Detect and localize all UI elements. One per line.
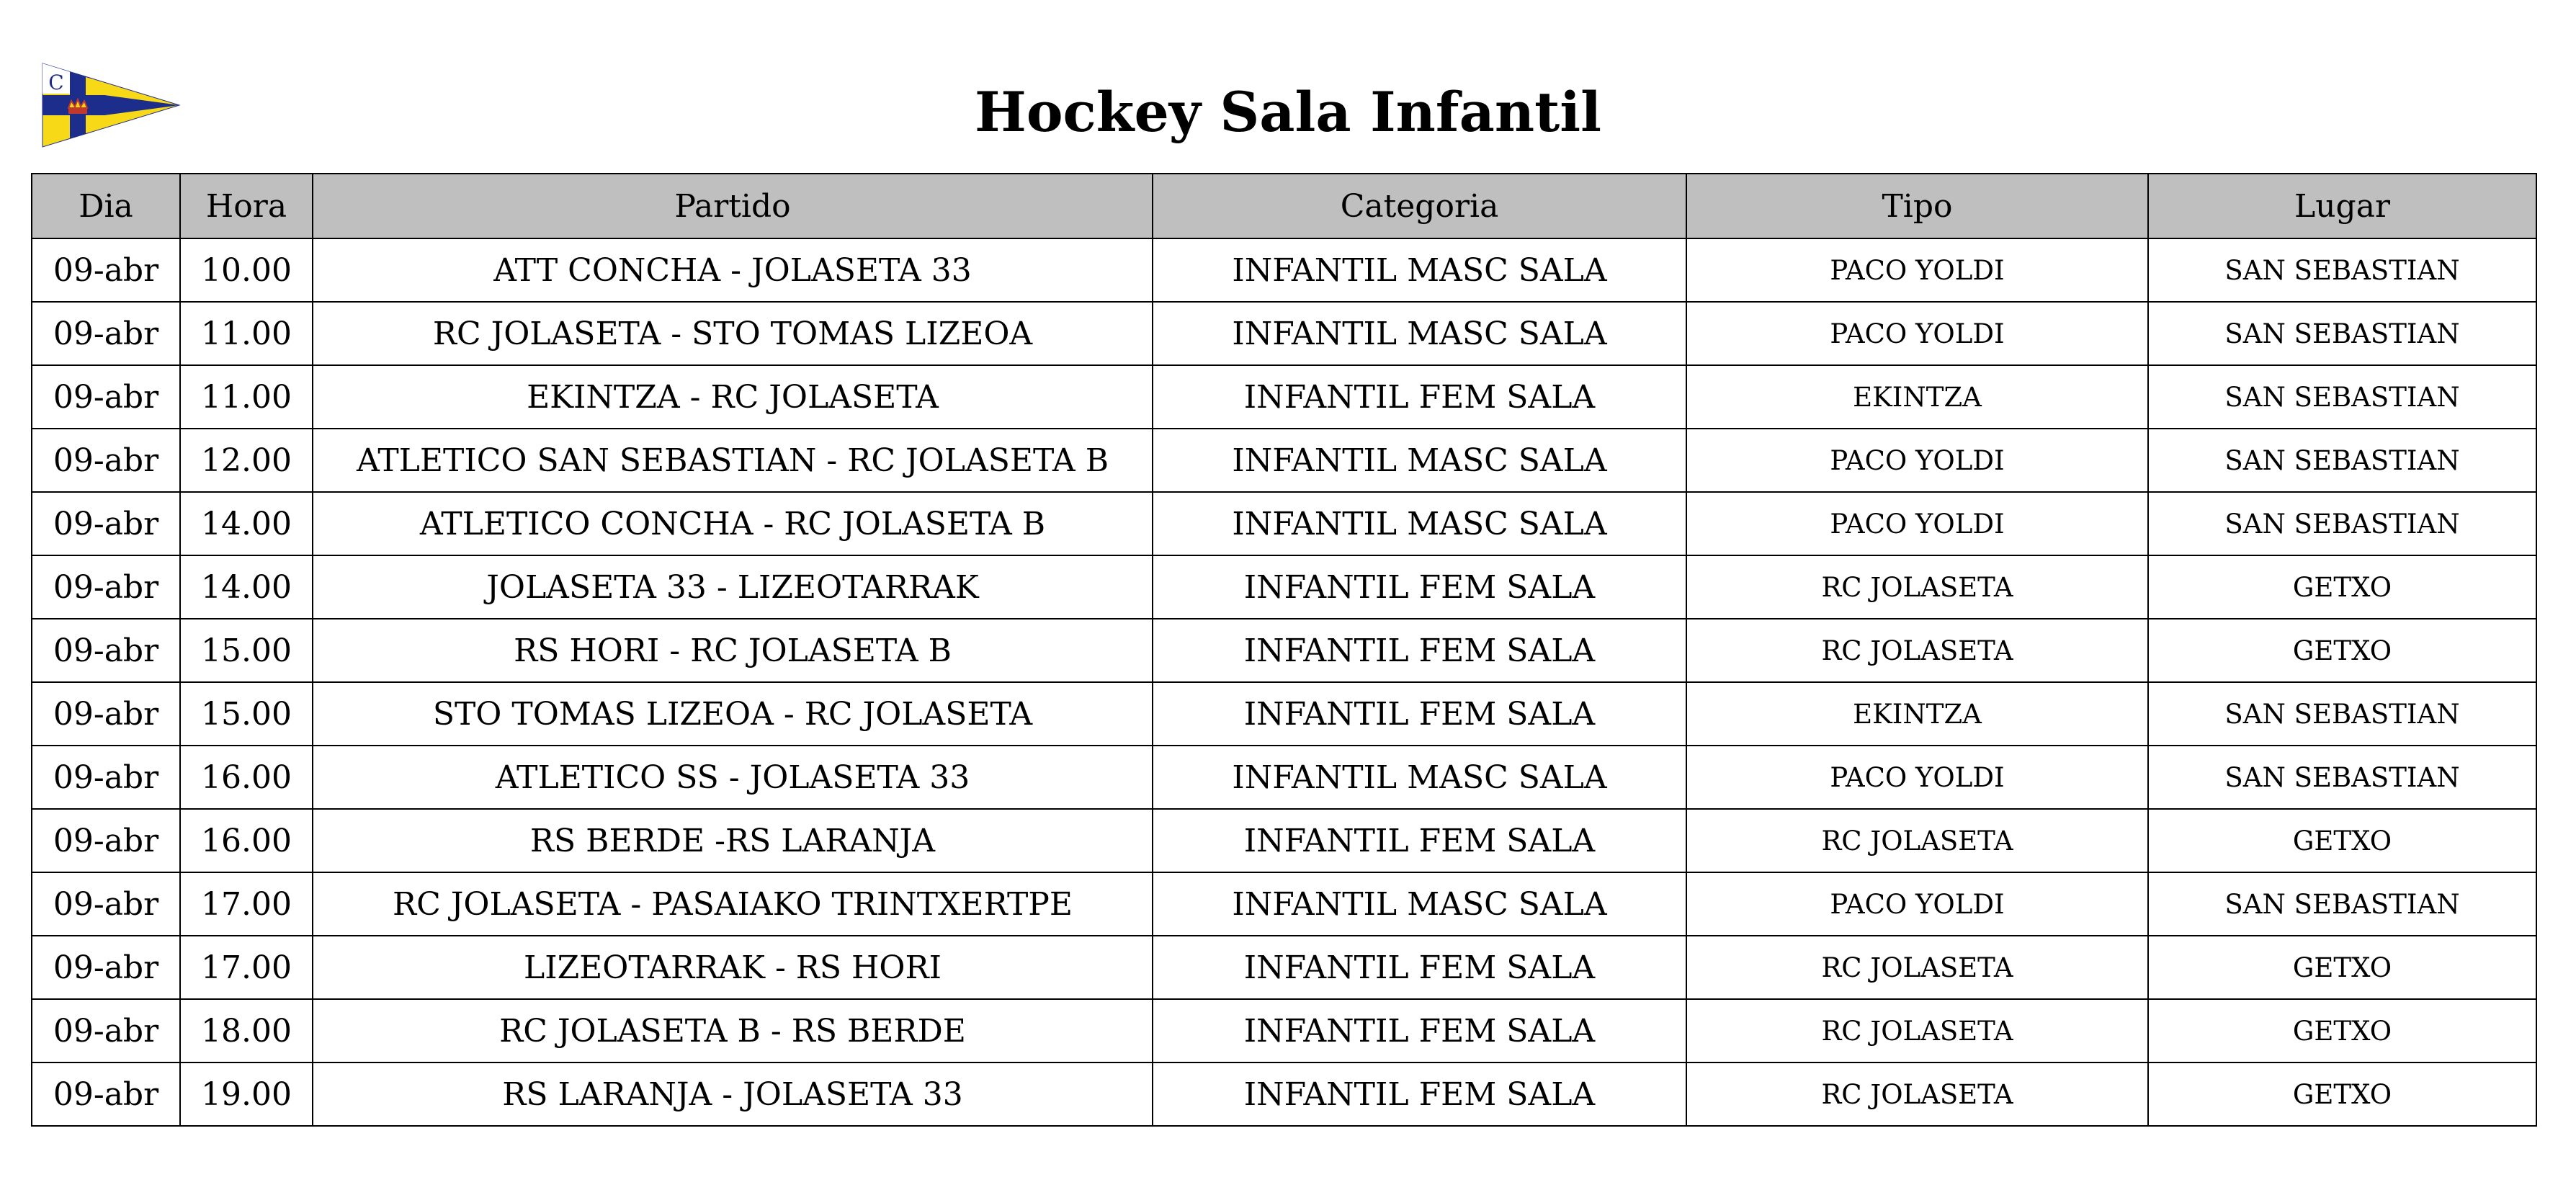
- table-row: [32, 1062, 2536, 1126]
- cell-partido: EKINTZA - RC JOLASETA: [313, 365, 1153, 429]
- cell-tipo: PACO YOLDI: [1686, 238, 2148, 302]
- schedule-body: [32, 238, 2536, 1126]
- cell-lugar: SAN SEBASTIAN: [2148, 492, 2536, 555]
- page-title: Hockey Sala Infantil: [975, 80, 1601, 144]
- cell-categoria: INFANTIL FEM SALA: [1153, 1062, 1686, 1126]
- table-row: [32, 555, 2536, 619]
- cell-categoria: INFANTIL FEM SALA: [1153, 619, 1686, 682]
- cell-partido: ATLETICO CONCHA - RC JOLASETA B: [313, 492, 1153, 555]
- cell-dia: 09-abr: [32, 1062, 180, 1126]
- cell-tipo: PACO YOLDI: [1686, 429, 2148, 492]
- cell-tipo: RC JOLASETA: [1686, 936, 2148, 999]
- table-row: [32, 809, 2536, 872]
- cell-hora: 15.00: [180, 619, 313, 682]
- cell-partido: JOLASETA 33 - LIZEOTARRAK: [313, 555, 1153, 619]
- cell-categoria: INFANTIL FEM SALA: [1153, 809, 1686, 872]
- cell-tipo: PACO YOLDI: [1686, 872, 2148, 936]
- table-row: [32, 999, 2536, 1062]
- cell-dia: 09-abr: [32, 682, 180, 746]
- cell-hora: 16.00: [180, 746, 313, 809]
- column-header-categoria: Categoria: [1153, 174, 1686, 238]
- cell-hora: 19.00: [180, 1062, 313, 1126]
- table-row: [32, 429, 2536, 492]
- cell-hora: 14.00: [180, 492, 313, 555]
- cell-lugar: GETXO: [2148, 555, 2536, 619]
- cell-categoria: INFANTIL MASC SALA: [1153, 302, 1686, 365]
- cell-dia: 09-abr: [32, 746, 180, 809]
- cell-hora: 17.00: [180, 936, 313, 999]
- cell-dia: 09-abr: [32, 619, 180, 682]
- cell-categoria: INFANTIL FEM SALA: [1153, 682, 1686, 746]
- cell-categoria: INFANTIL MASC SALA: [1153, 492, 1686, 555]
- cell-lugar: SAN SEBASTIAN: [2148, 872, 2536, 936]
- cell-lugar: SAN SEBASTIAN: [2148, 429, 2536, 492]
- cell-dia: 09-abr: [32, 809, 180, 872]
- cell-partido: ATT CONCHA - JOLASETA 33: [313, 238, 1153, 302]
- cell-categoria: INFANTIL FEM SALA: [1153, 555, 1686, 619]
- cell-dia: 09-abr: [32, 936, 180, 999]
- cell-lugar: GETXO: [2148, 936, 2536, 999]
- cell-dia: 09-abr: [32, 555, 180, 619]
- cell-categoria: INFANTIL MASC SALA: [1153, 872, 1686, 936]
- table-row: [32, 492, 2536, 555]
- column-header-lugar: Lugar: [2148, 174, 2536, 238]
- cell-dia: 09-abr: [32, 492, 180, 555]
- table-row: [32, 238, 2536, 302]
- cell-dia: 09-abr: [32, 429, 180, 492]
- cell-partido: STO TOMAS LIZEOA - RC JOLASETA: [313, 682, 1153, 746]
- cell-tipo: PACO YOLDI: [1686, 492, 2148, 555]
- cell-partido: RS HORI - RC JOLASETA B: [313, 619, 1153, 682]
- cell-categoria: INFANTIL FEM SALA: [1153, 936, 1686, 999]
- column-header-dia: Dia: [32, 174, 180, 238]
- cell-categoria: INFANTIL MASC SALA: [1153, 429, 1686, 492]
- cell-hora: 12.00: [180, 429, 313, 492]
- column-header-hora: Hora: [180, 174, 313, 238]
- cell-partido: RC JOLASETA - STO TOMAS LIZEOA: [313, 302, 1153, 365]
- cell-tipo: RC JOLASETA: [1686, 1062, 2148, 1126]
- cell-hora: 11.00: [180, 302, 313, 365]
- cell-lugar: GETXO: [2148, 809, 2536, 872]
- cell-hora: 17.00: [180, 872, 313, 936]
- cell-lugar: SAN SEBASTIAN: [2148, 238, 2536, 302]
- table-row: [32, 936, 2536, 999]
- column-header-partido: Partido: [313, 174, 1153, 238]
- cell-tipo: RC JOLASETA: [1686, 555, 2148, 619]
- cell-tipo: EKINTZA: [1686, 365, 2148, 429]
- column-header-tipo: Tipo: [1686, 174, 2148, 238]
- cell-lugar: SAN SEBASTIAN: [2148, 365, 2536, 429]
- cell-tipo: RC JOLASETA: [1686, 809, 2148, 872]
- cell-partido: RS BERDE -RS LARANJA: [313, 809, 1153, 872]
- cell-lugar: GETXO: [2148, 619, 2536, 682]
- cell-partido: LIZEOTARRAK - RS HORI: [313, 936, 1153, 999]
- cell-tipo: EKINTZA: [1686, 682, 2148, 746]
- cell-lugar: SAN SEBASTIAN: [2148, 302, 2536, 365]
- cell-dia: 09-abr: [32, 872, 180, 936]
- cell-dia: 09-abr: [32, 302, 180, 365]
- cell-partido: RS LARANJA - JOLASETA 33: [313, 1062, 1153, 1126]
- cell-hora: 11.00: [180, 365, 313, 429]
- cell-lugar: SAN SEBASTIAN: [2148, 746, 2536, 809]
- table-row: [32, 302, 2536, 365]
- schedule-table: [31, 173, 2537, 1127]
- cell-hora: 15.00: [180, 682, 313, 746]
- cell-categoria: INFANTIL FEM SALA: [1153, 365, 1686, 429]
- cell-hora: 16.00: [180, 809, 313, 872]
- cell-tipo: RC JOLASETA: [1686, 619, 2148, 682]
- table-row: [32, 365, 2536, 429]
- cell-partido: RC JOLASETA B - RS BERDE: [313, 999, 1153, 1062]
- cell-lugar: GETXO: [2148, 999, 2536, 1062]
- cell-categoria: INFANTIL MASC SALA: [1153, 238, 1686, 302]
- cell-hora: 10.00: [180, 238, 313, 302]
- cell-partido: ATLETICO SAN SEBASTIAN - RC JOLASETA B: [313, 429, 1153, 492]
- table-row: [32, 682, 2536, 746]
- cell-tipo: RC JOLASETA: [1686, 999, 2148, 1062]
- cell-dia: 09-abr: [32, 365, 180, 429]
- cell-hora: 18.00: [180, 999, 313, 1062]
- table-row: [32, 872, 2536, 936]
- cell-partido: RC JOLASETA - PASAIAKO TRINTXERTPE: [313, 872, 1153, 936]
- cell-categoria: INFANTIL MASC SALA: [1153, 746, 1686, 809]
- table-row: [32, 619, 2536, 682]
- table-row: [32, 746, 2536, 809]
- cell-partido: ATLETICO SS - JOLASETA 33: [313, 746, 1153, 809]
- logo-emblem-letter: C: [48, 71, 64, 94]
- cell-dia: 09-abr: [32, 999, 180, 1062]
- cell-tipo: PACO YOLDI: [1686, 746, 2148, 809]
- cell-lugar: GETXO: [2148, 1062, 2536, 1126]
- cell-categoria: INFANTIL FEM SALA: [1153, 999, 1686, 1062]
- cell-tipo: PACO YOLDI: [1686, 302, 2148, 365]
- cell-hora: 14.00: [180, 555, 313, 619]
- cell-lugar: SAN SEBASTIAN: [2148, 682, 2536, 746]
- table-header-row: [32, 174, 2536, 238]
- cell-dia: 09-abr: [32, 238, 180, 302]
